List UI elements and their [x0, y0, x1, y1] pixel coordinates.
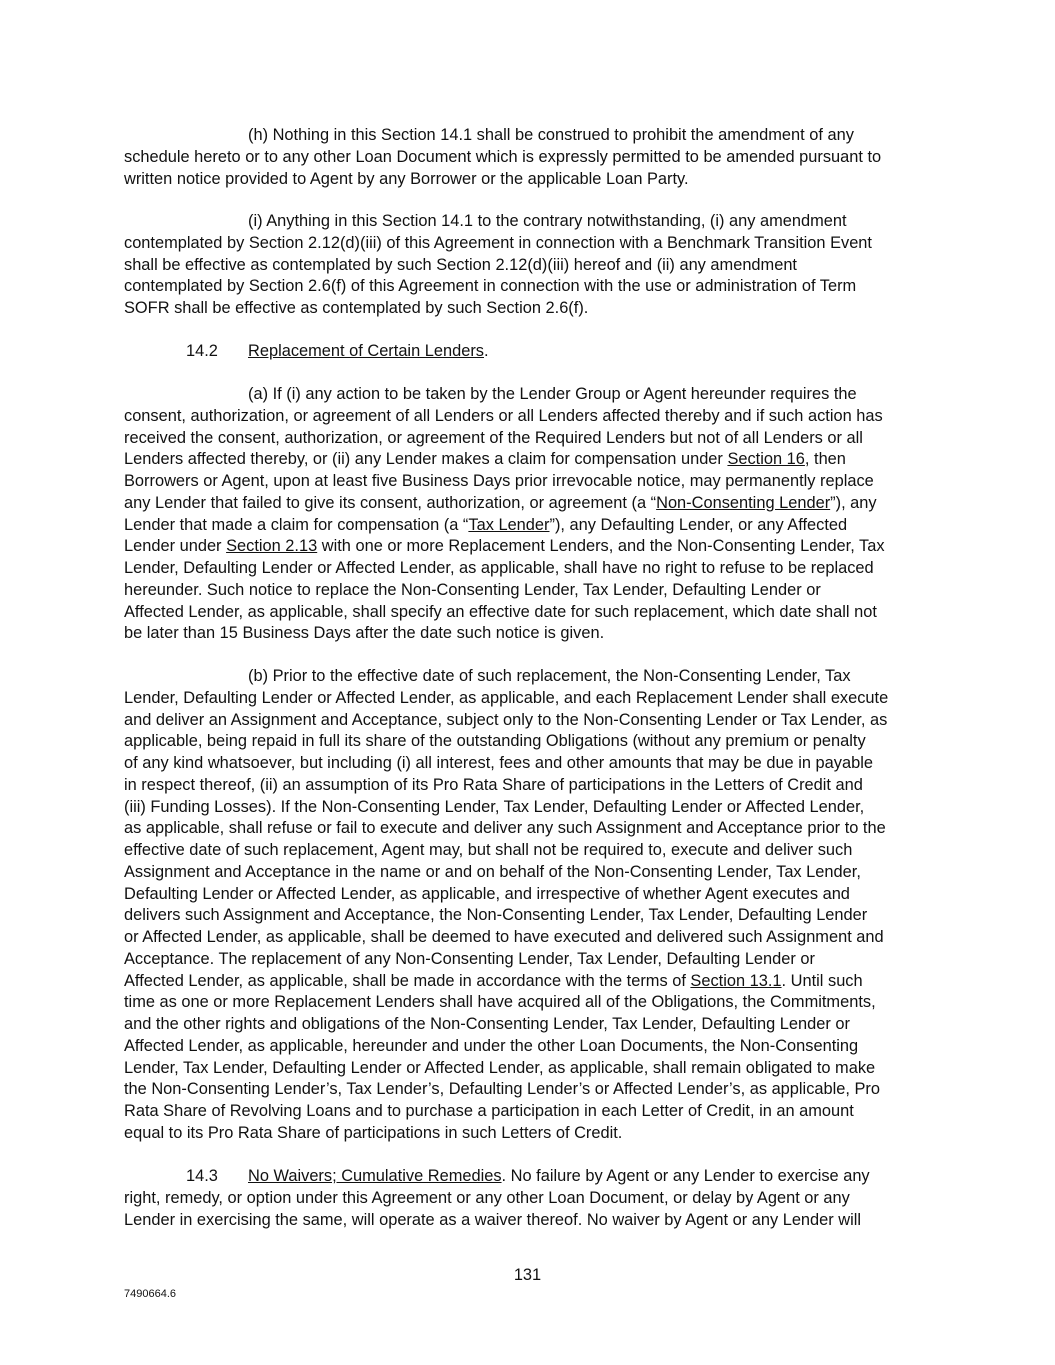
- section-16-link[interactable]: Section 16: [727, 450, 805, 469]
- text-line: (i) Anything in this Section 14.1 to the contrary notwithstanding, (i) any amendment: [248, 212, 847, 230]
- paragraph-b: [124, 666, 936, 1145]
- section-title: No Waivers; Cumulative Remedies: [248, 1167, 502, 1185]
- text-segment: Lender under: [124, 537, 227, 556]
- text-line: Lender, Tax Lender, Defaulting Lender or Affected Lender, as applicable, shall remain obligated to make: [124, 1058, 876, 1077]
- section-number: 14.3: [186, 1167, 218, 1185]
- text-line: [124, 971, 936, 993]
- text-line: consent, authorization, or agreement of all Lenders or all Lenders affected thereby and if such action has: [124, 406, 883, 425]
- text-line: and deliver an Assignment and Acceptance, subject only to the Non-Consenting Lender or Tax Lender, as: [124, 710, 888, 729]
- text-segment: . No failure by Agent or any Lender to exercise any: [501, 1167, 870, 1185]
- text-line: Affected Lender, as applicable, shall specify an effective date for such replacement, which date shall not: [124, 602, 877, 621]
- text-segment: with one or more Replacement Lenders, and the Non-Consenting Lender, Tax: [317, 537, 885, 556]
- text-segment: ”), any Defaulting Lender, or any Affected: [549, 515, 848, 534]
- text-line: Lender in exercising the same, will operate as a waiver thereof. No waiver by Agent or any Lender will: [124, 1210, 862, 1229]
- text-line: Lender, Defaulting Lender or Affected Lender, as applicable, and each Replacement Lender shall execute: [124, 688, 889, 707]
- text-line: Assignment and Acceptance in the name or and on behalf of the Non-Consenting Lender, Tax Lender,: [124, 862, 861, 881]
- text-line: Acceptance. The replacement of any Non-Consenting Lender, Tax Lender, Defaulting Lender or: [124, 949, 815, 968]
- text-line: received the consent, authorization, or agreement of the Required Lenders but not of all Lenders or all: [124, 428, 863, 447]
- text-line: in respect thereof, (ii) an assumption of its Pro Rata Share of participations in the Letters of Credit and: [124, 775, 863, 794]
- text-line: (iii) Funding Losses). If the Non-Consenting Lender, Tax Lender, Defaulting Lender or Affected Lender,: [124, 797, 865, 816]
- text-line: [124, 536, 936, 558]
- text-line: hereunder. Such notice to replace the Non-Consenting Lender, Tax Lender, Defaulting Lender or: [124, 580, 821, 599]
- text-segment: any Lender that failed to give its consent, authorization, or agreement (a “: [124, 493, 657, 512]
- defined-term-tax-lender: Tax Lender: [468, 515, 550, 534]
- text-line: as applicable, shall refuse or fail to execute and deliver any such Assignment and Acceptance prior to the: [124, 819, 886, 838]
- text-line: schedule hereto or to any other Loan Document which is expressly permitted to be amended pursuant to: [124, 147, 882, 166]
- text-line: contemplated by Section 2.6(f) of this Agreement in connection with the use or administration of Term: [124, 277, 857, 296]
- text-line: be later than 15 Business Days after the date such notice is given.: [124, 624, 605, 643]
- text-segment: ”), any: [830, 493, 877, 512]
- text-line: Affected Lender, as applicable, hereunder and under the other Loan Documents, the Non-Consenting: [124, 1036, 859, 1055]
- defined-term-non-consenting-lender: Non-Consenting Lender: [656, 493, 831, 512]
- text-segment: Affected Lender, as applicable, shall be made in accordance with the terms of: [124, 971, 691, 990]
- text-line: shall be effective as contemplated by such Section 2.12(d)(iii) hereof and (ii) any amendment: [124, 255, 797, 274]
- text-line: Defaulting Lender or Affected Lender, as applicable, and irrespective of whether Agent executes and: [124, 884, 850, 903]
- text-segment: , then: [804, 450, 846, 469]
- section-2-13-link[interactable]: Section 2.13: [226, 537, 318, 556]
- text-line: time as one or more Replacement Lenders shall have acquired all of the Obligations, the Commitments,: [124, 993, 876, 1012]
- document-id: 7490664.6: [124, 1288, 176, 1300]
- page-number: 131: [513, 1266, 542, 1284]
- text-line: [124, 493, 936, 515]
- text-segment: Lender that made a claim for compensation (a “: [124, 515, 469, 534]
- section-title-suffix: .: [483, 342, 489, 360]
- section-13-1-link[interactable]: Section 13.1: [690, 971, 782, 990]
- text-line: [124, 515, 936, 537]
- text-line: or Affected Lender, as applicable, shall be deemed to have executed and delivered such Assignment and: [124, 928, 884, 946]
- section-title: Replacement of Certain Lenders: [248, 342, 484, 360]
- text-line: and the other rights and obligations of the Non-Consenting Lender, Tax Lender, Defaulting Lender or: [124, 1015, 850, 1033]
- paragraph-a: [124, 384, 936, 645]
- text-line: Lender, Defaulting Lender or Affected Lender, as applicable, shall have no right to refuse to be replaced: [124, 559, 874, 577]
- text-line: delivers such Assignment and Acceptance, the Non-Consenting Lender, Tax Lender, Defaulting Lender: [124, 906, 868, 925]
- section-heading-14-2: [186, 341, 489, 363]
- text-segment: Lenders affected thereby, or (ii) any Lender makes a claim for compensation under: [124, 450, 728, 469]
- text-line: (a) If (i) any action to be taken by the Lender Group or Agent hereunder requires the: [248, 385, 857, 403]
- text-line: right, remedy, or option under this Agreement or any other Loan Document, or delay by Agent or any: [124, 1188, 850, 1207]
- text-line: [124, 1166, 936, 1188]
- text-segment: . Until such: [781, 971, 863, 990]
- text-line: (h) Nothing in this Section 14.1 shall be construed to prohibit the amendment of any: [248, 126, 854, 144]
- text-line: contemplated by Section 2.12(d)(iii) of this Agreement in connection with a Benchmark Transition Event: [124, 233, 872, 252]
- text-line: written notice provided to Agent by any Borrower or the applicable Loan Party.: [124, 169, 689, 188]
- text-line: equal to its Pro Rata Share of participations in such Letters of Credit.: [124, 1123, 623, 1142]
- text-line: the Non-Consenting Lender’s, Tax Lender’s, Defaulting Lender’s or Affected Lender’s, as applicable, Pro: [124, 1080, 880, 1099]
- paragraph-14-3: [124, 1166, 936, 1231]
- section-number: 14.2: [186, 342, 218, 360]
- paragraph-h: [124, 125, 936, 190]
- text-line: SOFR shall be effective as contemplated by such Section 2.6(f).: [124, 299, 589, 317]
- text-line: of any kind whatsoever, but including (i) all interest, fees and other amounts that may be due in payable: [124, 754, 873, 772]
- text-line: effective date of such replacement, Agent may, but shall not be required to, execute and deliver such: [124, 841, 853, 859]
- text-line: Borrowers or Agent, upon at least five Business Days prior irrevocable notice, may permanently replace: [124, 472, 874, 490]
- text-line: Rata Share of Revolving Loans and to purchase a participation in each Letter of Credit, in an amount: [124, 1102, 854, 1120]
- text-line: applicable, being repaid in full its share of the outstanding Obligations (without any premium or penalty: [124, 732, 866, 751]
- paragraph-i: [124, 211, 936, 320]
- text-line: [124, 449, 936, 471]
- text-line: (b) Prior to the effective date of such replacement, the Non-Consenting Lender, Tax: [248, 667, 851, 685]
